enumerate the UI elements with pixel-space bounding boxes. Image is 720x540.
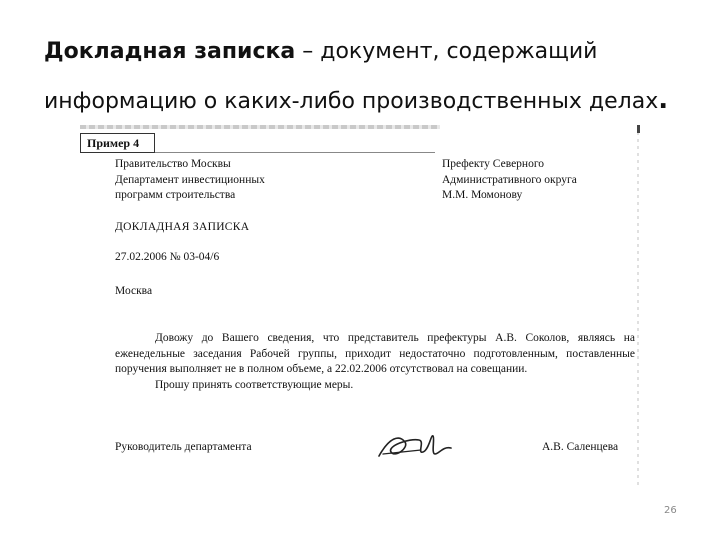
page-number: 26 [664, 505, 677, 516]
signature-drawing [375, 428, 455, 464]
signature-image [375, 428, 455, 467]
org-line: программ строительства [115, 189, 236, 201]
body-paragraph: Прошу принять соответствующие меры. [155, 378, 354, 391]
slide-title-bold: Докладная записка [44, 39, 296, 64]
signer-position: Руководитель департамента [115, 441, 252, 453]
slide-title-line1 [44, 28, 704, 76]
org-line: Правительство Москвы [115, 158, 231, 170]
document-top-border [80, 125, 440, 129]
body-paragraph: Довожу до Вашего сведения, что представитель префектуры А.В. Соколов, являясь на еженедельные заседания Рабочей группы, приходит недостаточно подготовленным, поставленные поручения выполняет не в полном объеме, а 22.02.2006 отсутствовал на совещании. [115, 332, 635, 375]
document-city: Москва [115, 285, 153, 297]
slide-title-line2-text: информацию о каких-либо производственных делах [44, 89, 659, 114]
slide-title-line2 [44, 76, 704, 126]
document-date-number: 27.02.2006 № 03-04/6 [115, 251, 220, 263]
addressee-line: Административного округа [442, 173, 577, 186]
slide-title [44, 28, 704, 126]
slide-title-rest: – документ, содержащий [295, 39, 598, 64]
signer-name: А.В. Саленцева [542, 441, 619, 453]
document-type: ДОКЛАДНАЯ ЗАПИСКА [115, 221, 250, 233]
document-right-edge-mark [637, 125, 640, 133]
document-body [115, 331, 635, 393]
document-right-edge [637, 125, 639, 485]
slide-title-dot: . [658, 85, 669, 115]
addressee-line: Префекту Северного [442, 158, 545, 170]
example-label: Пример 4 [80, 133, 155, 153]
org-line: Департамент инвестиционных [115, 173, 265, 186]
addressee-block [442, 157, 577, 204]
document-image [80, 125, 640, 485]
example-underline [155, 152, 435, 153]
addressee-line: М.М. Момонову [442, 189, 523, 201]
organization-block [115, 157, 265, 204]
